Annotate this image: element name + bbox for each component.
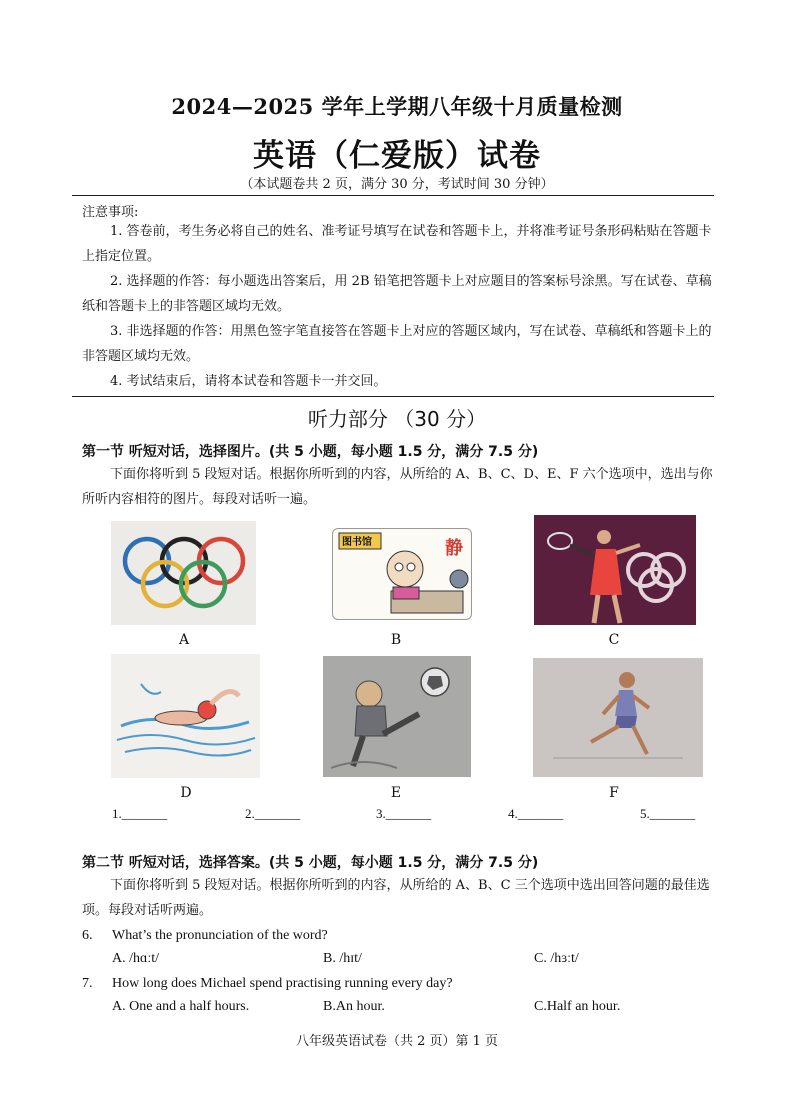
question-6-text: What’s the pronunciation of the word? — [112, 928, 328, 943]
question-7-option-c[interactable]: C.Half an hour. — [534, 999, 621, 1014]
runner-icon — [533, 658, 703, 777]
picture-e — [323, 656, 471, 777]
picture-label-d: D — [180, 785, 192, 801]
notice-item-1: 1. 答卷前，考生务必将自己的姓名、准考证号填写在试卷和答题卡上，并将准考证号条形码粘贴在答题卡上指定位置。 — [82, 224, 712, 264]
picture-label-e: E — [390, 785, 402, 801]
olympic-rings-icon — [111, 521, 256, 625]
section1-instructions: 下面你将听到 5 段短对话。根据你所听到的内容，从所给的 A、B、C、D、E、F 六个选项中，选出与你所听内容相符的图片。每段对话听一遍。 — [82, 467, 713, 507]
exam-header-title: 2024—2025 学年上学期八年级十月质量检测 — [171, 94, 623, 119]
notice-item-4: 4. 考试结束后，请将本试卷和答题卡一并交回。 — [110, 374, 387, 389]
picture-c — [534, 515, 696, 625]
question-7-option-a[interactable]: A. One and a half hours. — [112, 999, 250, 1014]
question-7-text: How long does Michael spend practising running every day? — [112, 976, 453, 991]
answer-blank-1[interactable]: 1._______ — [112, 806, 168, 821]
question-7-number: 7. — [82, 976, 93, 991]
picture-label-c: C — [608, 632, 620, 648]
picture-a — [111, 521, 256, 625]
question-6-option-c[interactable]: C. /hɜːt/ — [534, 951, 579, 966]
exam-subtitle: （本试题卷共 2 页，满分 30 分，考试时间 30 分钟） — [240, 177, 554, 192]
header-divider — [72, 195, 714, 196]
soccer-player-icon — [323, 656, 471, 777]
notice-divider — [72, 396, 714, 397]
question-6-number: 6. — [82, 928, 93, 943]
notice-heading: 注意事项: — [82, 205, 139, 220]
answer-blank-4[interactable]: 4._______ — [508, 806, 564, 821]
question-7-option-b[interactable]: B.An hour. — [323, 999, 385, 1014]
question-6-option-a[interactable]: A. /hɑːt/ — [112, 951, 159, 966]
picture-label-f: F — [609, 785, 619, 801]
swimmer-icon — [111, 654, 260, 778]
section2-heading: 第二节 听短对话，选择答案。(共 5 小题，每小题 1.5 分，满分 7.5 分) — [82, 855, 539, 871]
picture-label-b: B — [390, 632, 402, 648]
section1-heading: 第一节 听短对话，选择图片。(共 5 小题，每小题 1.5 分，满分 7.5 分) — [82, 444, 539, 460]
picture-f — [533, 658, 703, 777]
listening-part-title: 听力部分 （30 分） — [307, 407, 487, 431]
question-6-option-b[interactable]: B. /hɪt/ — [323, 951, 362, 966]
library-sign-text: 图书馆 — [342, 537, 372, 548]
picture-b — [332, 528, 472, 620]
notice-item-3: 3. 非选择题的作答：用黑色签字笔直接答在答题卡上对应的答题区域内，写在试卷、草稿纸和答题卡上的非答题区域均无效。 — [82, 324, 712, 364]
page-footer: 八年级英语试卷（共 2 页）第 1 页 — [295, 1034, 499, 1049]
answer-blank-2[interactable]: 2._______ — [245, 806, 301, 821]
tennis-player-icon — [534, 515, 696, 625]
picture-label-a: A — [178, 632, 190, 648]
exam-main-title: 英语（仁爱版）试卷 — [253, 138, 541, 174]
answer-blank-3[interactable]: 3._______ — [376, 806, 432, 821]
answer-blank-5[interactable]: 5._______ — [640, 806, 696, 821]
section2-instructions: 下面你将听到 5 段短对话。根据你所听到的内容，从所给的 A、B、C 三个选项中选出回答问题的最佳选项。每段对话听两遍。 — [82, 878, 710, 918]
picture-d — [111, 654, 260, 778]
notice-item-2: 2. 选择题的作答：每小题选出答案后，用 2B 铅笔把答题卡上对应题目的答案标号涂黑。写在试卷、草稿纸和答题卡上的非答题区域均无效。 — [82, 274, 712, 314]
quiet-sign-text: 静 — [445, 538, 463, 559]
